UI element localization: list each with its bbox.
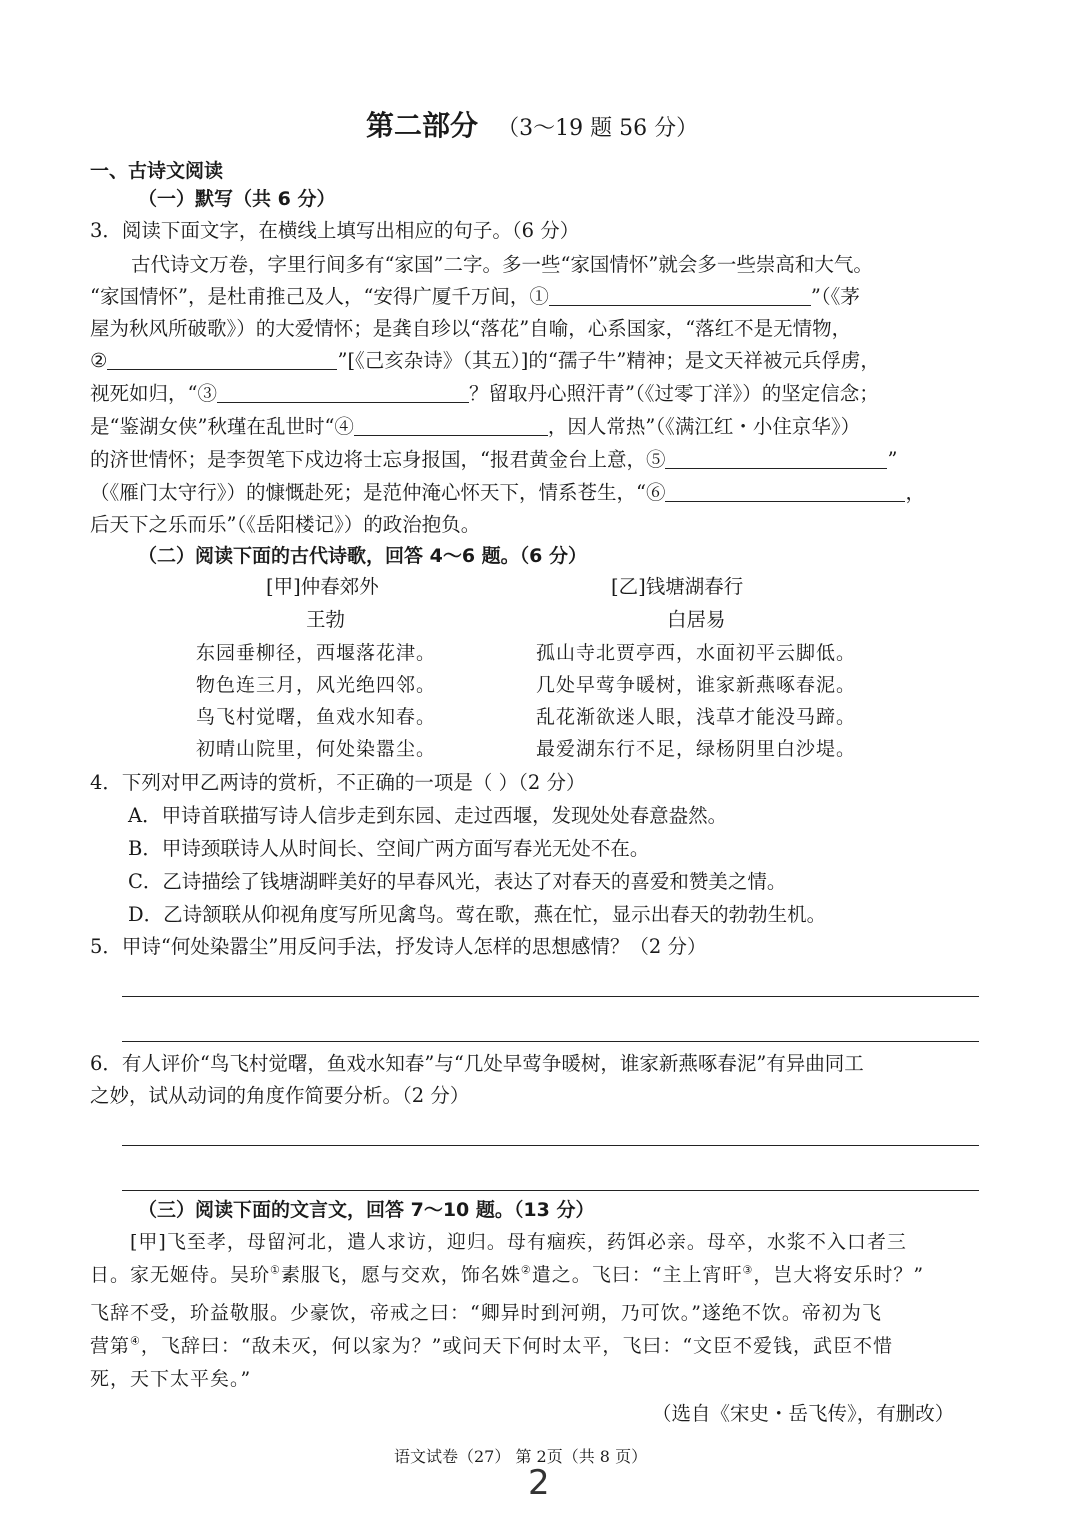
classical-line-4 [90, 1330, 893, 1363]
q3-text: ？留取丹心照汗青”（《过零丁洋》）的坚定信念； [468, 382, 879, 405]
q6-answer-line-2[interactable] [122, 1190, 979, 1191]
poem-b-line-1: 孤山寺北贾亭西，水面初平云脚低。 [536, 642, 857, 664]
footer-text: 语文试卷（27） 第 2页（共 8 页） [394, 1447, 648, 1466]
q3-line-1: 古代诗文万卷，字里行间多有“家国”二字。多一些“家国情怀”就会多一些崇高和大气。 [131, 253, 873, 276]
poem-b-author: 白居易 [667, 608, 726, 631]
footnote-marker-4: ④ [130, 1334, 141, 1348]
q3-text: ， [905, 481, 925, 504]
q3-line-7 [90, 443, 897, 476]
footnote-marker-1: ① [270, 1263, 281, 1277]
blank-3[interactable] [217, 382, 469, 403]
q6-line-1: 6．有人评价“鸟飞村觉曙，鱼戏水知春”与“几处早莺争暖树，谁家新燕啄春泥”有异曲同工 [90, 1052, 864, 1075]
classical-text: ，岂大将安乐时？” [753, 1264, 925, 1286]
q3-line-6 [90, 410, 860, 443]
page-title [366, 104, 698, 144]
title-subtitle: （3～19 题 56 分） [497, 116, 699, 141]
q6-answer-line-1[interactable] [122, 1145, 979, 1146]
q6-line-2: 之妙，试从动词的角度作简要分析。（2 分） [90, 1084, 470, 1107]
q3-prompt: 3．阅读下面文字，在横线上填写出相应的句子。（6 分） [90, 219, 580, 242]
q3-line-2 [90, 280, 860, 313]
classical-source: （选自《宋史・岳飞传》，有删改） [652, 1402, 955, 1425]
classical-line-1: [甲]飞至孝，母留河北，遣人求访，迎归。母有痼疾，药饵必亲。母卒，水浆不入口者三 [130, 1231, 907, 1253]
q3-text: ”（《茅 [810, 285, 860, 308]
blank-1[interactable] [549, 285, 811, 306]
q3-line-4 [90, 344, 880, 377]
q3-text: “家国情怀”，是杜甫推己及人，“安得广厦千万间，① [90, 285, 549, 308]
q3-text: ”[《己亥杂诗》（其五）]的“孺子牛”精神；是文天祥被元兵俘虏， [337, 349, 880, 372]
q3-text: 是“鉴湖女侠”秋瑾在乱世时“④ [90, 415, 354, 438]
subsection-3-heading: （三）阅读下面的文言文，回答 7～10 题。（13 分） [138, 1199, 595, 1221]
poem-b-line-2: 几处早莺争暖树，谁家新燕啄春泥。 [536, 674, 857, 696]
q3-line-9: 后天下之乐而乐”（《岳阳楼记》）的政治抱负。 [90, 513, 481, 536]
classical-line-3: 飞辞不受，玠益敬服。少豪饮，帝戒之曰：“卿异时到河朔，乃可饮。”遂绝不饮。帝初为飞 [90, 1302, 882, 1324]
q3-text: ② [90, 349, 108, 372]
classical-text: 营第 [90, 1335, 131, 1357]
subsection-2-heading: （二）阅读下面的古代诗歌，回答 4～6 题。（6 分） [138, 545, 588, 567]
title-main: 第二部分 [366, 109, 479, 142]
q3-text: 视死如归，“③ [90, 382, 217, 405]
page-number: 2 [528, 1463, 550, 1503]
q4-option-c[interactable]: C．乙诗描绘了钱塘湖畔美好的早春风光，表达了对春天的喜爱和赞美之情。 [128, 870, 787, 893]
q4-option-b[interactable]: B．甲诗颈联诗人从时间长、空间广两方面写春光无处不在。 [128, 837, 650, 860]
q5-prompt: 5．甲诗“何处染嚣尘”用反问手法，抒发诗人怎样的思想感情？（2 分） [90, 935, 707, 958]
q3-text: ” [887, 448, 898, 471]
blank-5[interactable] [665, 448, 887, 469]
blank-4[interactable] [354, 415, 548, 436]
q3-text: 的济世情怀；是李贺笔下戍边将士忘身报国，“报君黄金台上意，⑤ [90, 448, 666, 471]
classical-text: 遣之。飞曰：“主上宵旰 [531, 1264, 743, 1286]
poem-a-line-4: 初晴山院里，何处染嚣尘。 [196, 738, 437, 760]
classical-text: 日。家无姬侍。吴玠 [90, 1264, 271, 1286]
q3-line-5 [90, 377, 879, 410]
q4-option-a[interactable]: A．甲诗首联描写诗人信步走到东园、走过西堰，发现处处春意盎然。 [128, 804, 728, 827]
footnote-marker-3: ③ [742, 1263, 754, 1277]
footnote-marker-2: ② [520, 1263, 532, 1277]
poem-a-title: [甲]仲春郊外 [266, 575, 379, 598]
classical-text: 素服飞，愿与交欢，饰名姝 [280, 1264, 521, 1286]
poem-a-line-1: 东园垂柳径，西堰落花津。 [196, 642, 437, 664]
q3-text: （《雁门太守行》）的慷慨赴死；是范仲淹心怀天下，情系苍生，“⑥ [90, 481, 666, 504]
poem-b-line-3: 乱花渐欲迷人眼，浅草才能没马蹄。 [536, 706, 857, 728]
poem-a-line-2: 物色连三月，风光绝四邻。 [196, 674, 437, 696]
poem-b-title: [乙]钱塘湖春行 [611, 575, 744, 598]
q3-line-3: 屋为秋风所破歌》）的大爱情怀；是龚自珍以“落花”自喻，心系国家，“落红不是无情物， [90, 317, 852, 340]
blank-6[interactable] [665, 481, 905, 502]
classical-line-5: 死，天下太平矣。” [90, 1368, 252, 1390]
poem-a-line-3: 鸟飞村觉曙，鱼戏水知春。 [196, 706, 437, 728]
q4-option-d[interactable]: D．乙诗颔联从仰视角度写所见禽鸟。莺在歌，燕在忙，显示出春天的勃勃生机。 [128, 903, 827, 926]
q4-prompt: 4．下列对甲乙两诗的赏析，不正确的一项是（ ）（2 分） [90, 771, 586, 794]
blank-2[interactable] [107, 349, 337, 370]
q5-answer-line-1[interactable] [122, 996, 979, 997]
classical-text: ，飞辞曰：“敌未灭，何以家为？”或问天下何时太平，飞曰：“文臣不爱钱，武臣不惜 [140, 1335, 894, 1357]
q3-line-8 [90, 476, 925, 509]
subsection-1-heading: （一）默写（共 6 分） [138, 188, 336, 210]
classical-line-2 [90, 1259, 924, 1292]
q5-answer-line-2[interactable] [122, 1041, 979, 1042]
section-heading: 一、古诗文阅读 [90, 160, 224, 182]
poem-b-line-4: 最爱湖东行不足，绿杨阴里白沙堤。 [536, 738, 857, 760]
poem-a-author: 王勃 [306, 608, 346, 631]
q3-text: ，因人常热”（《满江红・小住京华》） [547, 415, 861, 438]
